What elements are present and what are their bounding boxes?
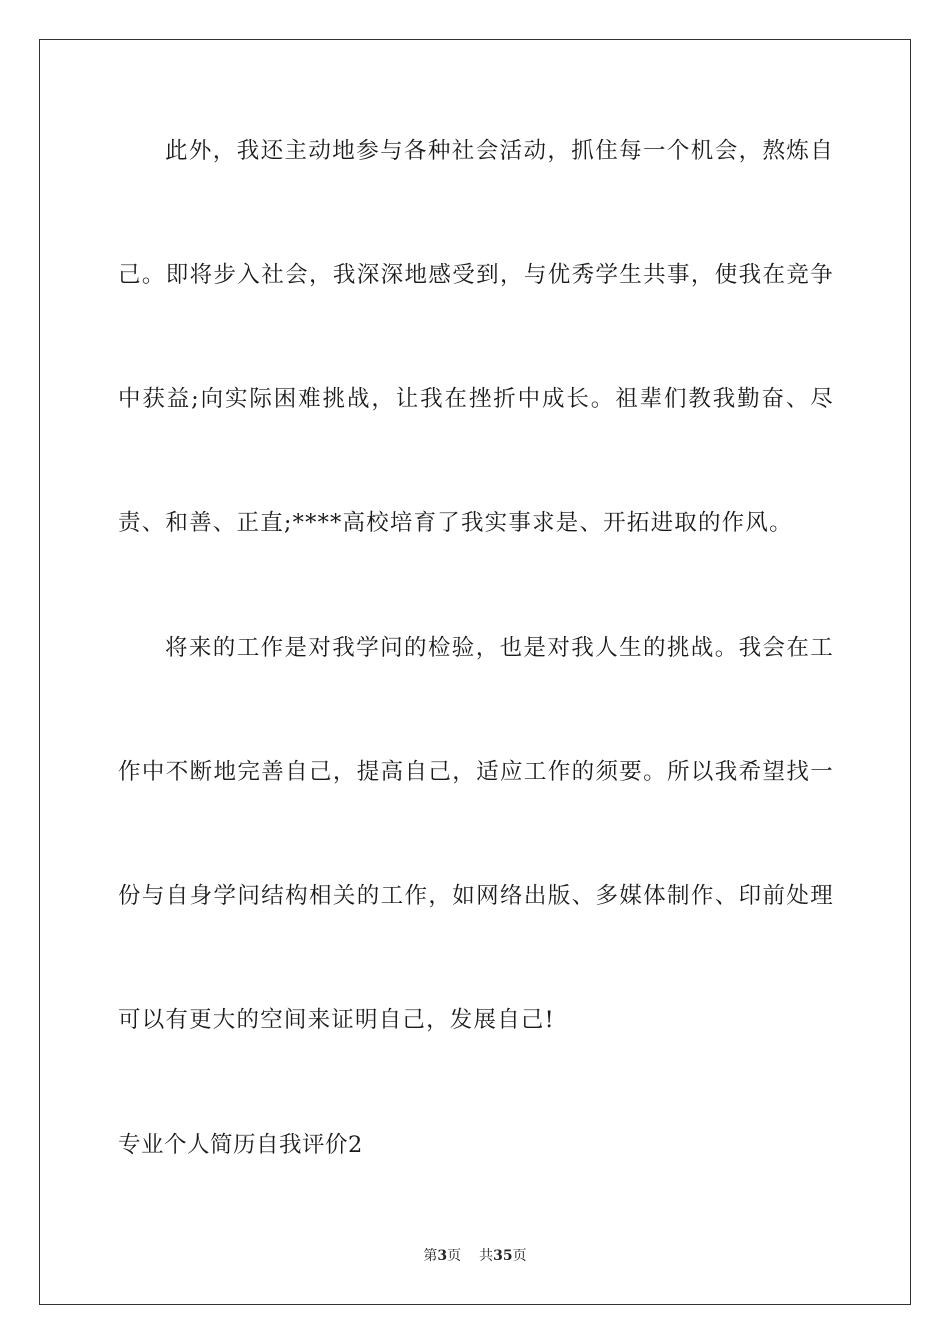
total-prefix: 共: [479, 1248, 494, 1264]
total-page-number: 35: [493, 1248, 513, 1264]
paragraph-2-line-4: 可以有更大的空间来证明自己，发展自己!: [118, 1007, 555, 1033]
page-border: [39, 39, 911, 1305]
total-suffix: 页: [512, 1248, 527, 1264]
paragraph-2-line-3: 份与自身学问结构相关的工作，如网络出版、多媒体制作、印前处理: [118, 883, 834, 909]
page-suffix: 页: [447, 1248, 462, 1264]
page-prefix: 第: [423, 1248, 438, 1264]
page-footer: [0, 1247, 950, 1265]
paragraph-1-line-2: 己。即将步入社会，我深深地感受到，与优秀学生共事，使我在竞争: [118, 262, 834, 288]
paragraph-2-line-2: 作中不断地完善自己，提高自己，适应工作的须要。所以我希望找一: [118, 759, 834, 785]
paragraph-1-line-3: 中获益;向实际困难挑战，让我在挫折中成长。祖辈们教我勤奋、尽: [118, 386, 834, 412]
paragraph-1-line-1: 此外，我还主动地参与各种社会活动，抓住每一个机会，熬炼自: [165, 138, 834, 164]
paragraph-2-line-1: 将来的工作是对我学问的检验，也是对我人生的挑战。我会在工: [165, 635, 834, 661]
paragraph-1-line-4: 责、和善、正直;****高校培育了我实事求是、开拓进取的作风。: [118, 510, 793, 536]
section-heading: 专业个人简历自我评价2: [118, 1132, 363, 1158]
current-page-number: 3: [437, 1248, 448, 1264]
